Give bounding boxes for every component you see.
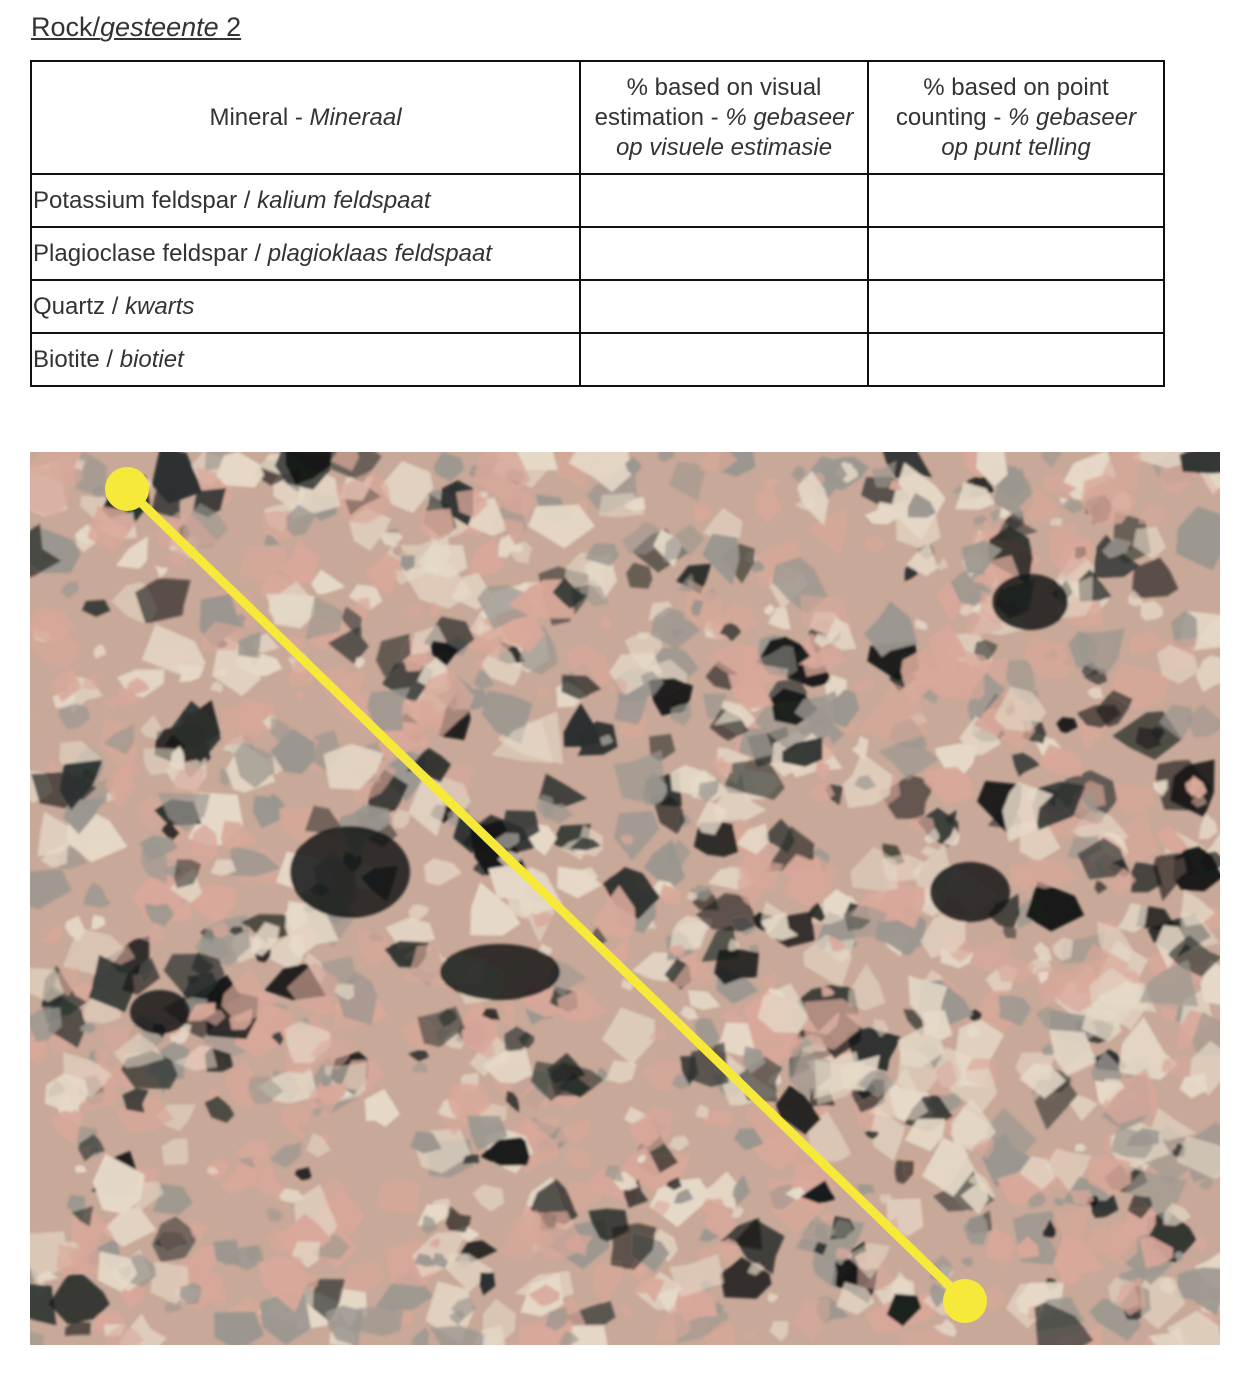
header-mineral: Mineral - Mineraal [31, 61, 580, 174]
mineral-table [30, 60, 1165, 387]
table-row [31, 174, 1164, 227]
visual-estimate-cell[interactable] [580, 333, 868, 386]
mineral-name: Biotite / biotiet [31, 333, 580, 386]
mineral-name: Potassium feldspar / kalium feldspaat [31, 174, 580, 227]
page-title: Rock/gesteente 2 [31, 12, 242, 42]
header-visual-estimation: % based on visual estimation - % gebaseer op visuele estimasie [580, 61, 868, 174]
biotite-grain [130, 990, 190, 1034]
mineral-name: Quartz / kwarts [31, 280, 580, 333]
biotite-grain [290, 826, 410, 918]
table-header-row [31, 61, 1164, 174]
visual-estimate-cell[interactable] [580, 227, 868, 280]
mineral-name: Plagioclase feldspar / plagioklaas feldspaat [31, 227, 580, 280]
point-count-cell[interactable] [868, 174, 1164, 227]
mineral-grain [1179, 452, 1220, 474]
rock-photo [30, 452, 1220, 1345]
header-point-counting: % based on point counting - % gebaseer op punt telling [868, 61, 1164, 174]
point-count-cell[interactable] [868, 280, 1164, 333]
visual-estimate-cell[interactable] [580, 280, 868, 333]
table-row [31, 227, 1164, 280]
biotite-grain [930, 862, 1010, 922]
point-count-cell[interactable] [868, 333, 1164, 386]
biotite-grain [992, 574, 1068, 630]
biotite-grain [440, 944, 560, 1000]
table-row [31, 333, 1164, 386]
traverse-start-point [105, 467, 149, 511]
point-count-cell[interactable] [868, 227, 1164, 280]
table-row [31, 280, 1164, 333]
mineral-grain [716, 762, 732, 776]
visual-estimate-cell[interactable] [580, 174, 868, 227]
traverse-end-point [943, 1279, 987, 1323]
